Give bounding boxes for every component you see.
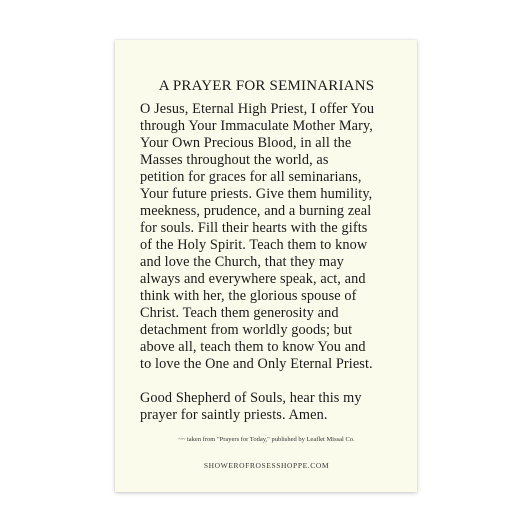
prayer-line: Masses throughout the world, as [140, 152, 329, 168]
prayer-line: for souls. Fill their hearts with the gifts [140, 220, 368, 236]
prayer-title: A PRAYER FOR SEMINARIANS [158, 78, 375, 94]
prayer-line: prayer for saintly priests. Amen. [140, 407, 328, 423]
prayer-paragraph-1 [140, 101, 405, 373]
prayer-line: of the Holy Spirit. Teach them to know [140, 237, 368, 253]
prayer-line: Your future priests. Give them humility, [140, 186, 373, 202]
prayer-paragraph-2 [140, 390, 405, 424]
prayer-line: Your Own Precious Blood, in all the [140, 135, 352, 151]
prayer-line: always and everywhere speak, act, and [140, 271, 366, 287]
prayer-line: O Jesus, Eternal High Priest, I offer You [140, 101, 375, 117]
source-attribution: ~~ taken from "Prayers for Today," published by Leaflet Missal Co. [178, 436, 355, 443]
prayer-line: above all, teach them to know You and [140, 339, 366, 355]
prayer-line: meekness, prudence, and a burning zeal [140, 203, 372, 219]
prayer-line: through Your Immaculate Mother Mary, [140, 118, 373, 134]
prayer-line: think with her, the glorious spouse of [140, 288, 357, 304]
prayer-line: to love the One and Only Eternal Priest. [140, 356, 373, 372]
prayer-line: Christ. Teach them generosity and [140, 305, 339, 321]
prayer-line: and love the Church, that they may [140, 254, 344, 270]
prayer-card [115, 40, 417, 492]
prayer-line: petition for graces for all seminarians, [140, 169, 362, 185]
paragraph-spacer [140, 373, 405, 390]
website-credit: SHOWEROFROSESSHOPPE.COM [203, 461, 330, 470]
prayer-line: detachment from worldly goods; but [140, 322, 353, 338]
prayer-line: Good Shepherd of Souls, hear this my [140, 390, 362, 406]
